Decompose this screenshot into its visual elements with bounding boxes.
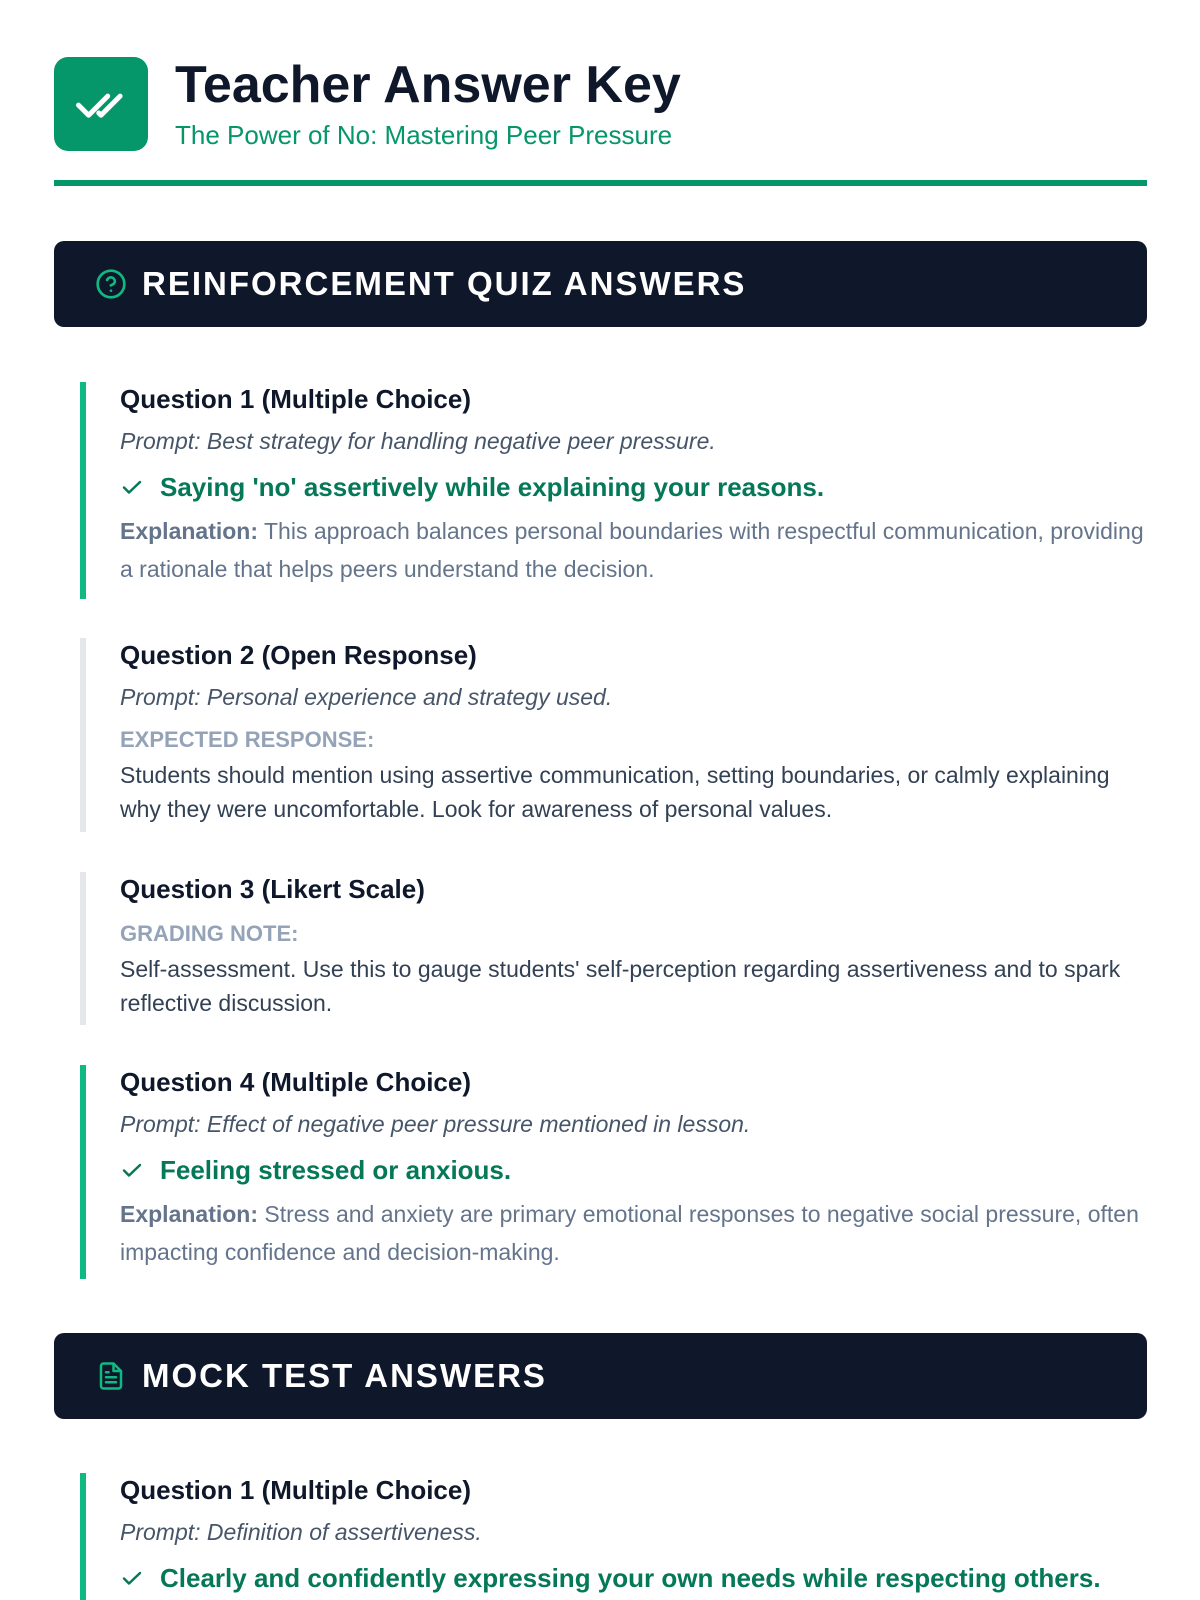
document-icon [94,1359,128,1393]
question-title: Question 2 (Open Response) [120,640,477,670]
question-circle-icon [94,267,128,301]
logo-badge [54,57,148,151]
question-prompt: Prompt: Definition of assertiveness. [120,1519,482,1545]
quiz-question-3 [80,872,1147,1025]
section-header-quiz [54,241,1147,327]
correct-answer [120,1153,1147,1187]
correct-answer [120,470,1147,504]
explanation-label: Explanation: [120,518,259,544]
question-prompt: Prompt: Personal experience and strategy used. [120,684,613,710]
quiz-question-1 [80,382,1147,599]
section-title: REINFORCEMENT QUIZ ANSWERS [142,265,747,302]
grading-note-label: GRADING NOTE: [120,921,299,946]
check-icon [120,1157,146,1183]
header-divider [54,180,1147,186]
check-icon [120,1565,146,1591]
section-header-mock-test [54,1333,1147,1419]
expected-response-text: Students should mention using assertive communication, setting boundaries, or calmly explaining why they were uncomfortable. Look for awareness of personal values. [120,762,1110,822]
question-prompt: Prompt: Effect of negative peer pressure mentioned in lesson. [120,1111,751,1137]
question-title: Question 1 (Multiple Choice) [120,384,472,414]
page-subtitle: The Power of No: Mastering Peer Pressure [175,120,673,150]
expected-response-label: EXPECTED RESPONSE: [120,727,375,752]
section-title: MOCK TEST ANSWERS [142,1357,547,1394]
explanation [120,512,1147,588]
question-prompt: Prompt: Best strategy for handling negative peer pressure. [120,428,716,454]
explanation-label: Explanation: [120,1201,259,1227]
page-header [54,57,1147,187]
check-icon [120,474,146,500]
question-title: Question 4 (Multiple Choice) [120,1067,472,1097]
answer-text: Saying 'no' assertively while explaining your reasons. [160,472,825,502]
page-title: Teacher Answer Key [175,56,681,114]
question-title: Question 1 (Multiple Choice) [120,1475,472,1505]
mock-question-1 [80,1473,1147,1600]
explanation [120,1195,1147,1271]
answer-text: Clearly and confidently expressing your own needs while respecting others. [160,1563,1101,1593]
quiz-question-2 [80,638,1147,832]
question-title: Question 3 (Likert Scale) [120,874,425,904]
explanation-text: Stress and anxiety are primary emotional responses to negative social pressure, often impacting confidence and decision-making. [120,1201,1139,1265]
double-check-icon [74,77,128,131]
grading-note-text: Self-assessment. Use this to gauge students' self-perception regarding assertiveness and to spark reflective discussion. [120,956,1121,1016]
quiz-question-4 [80,1065,1147,1279]
answer-text: Feeling stressed or anxious. [160,1155,512,1185]
correct-answer [120,1561,1147,1595]
explanation-text: This approach balances personal boundaries with respectful communication, providing a rationale that helps peers understand the decision. [120,518,1144,582]
